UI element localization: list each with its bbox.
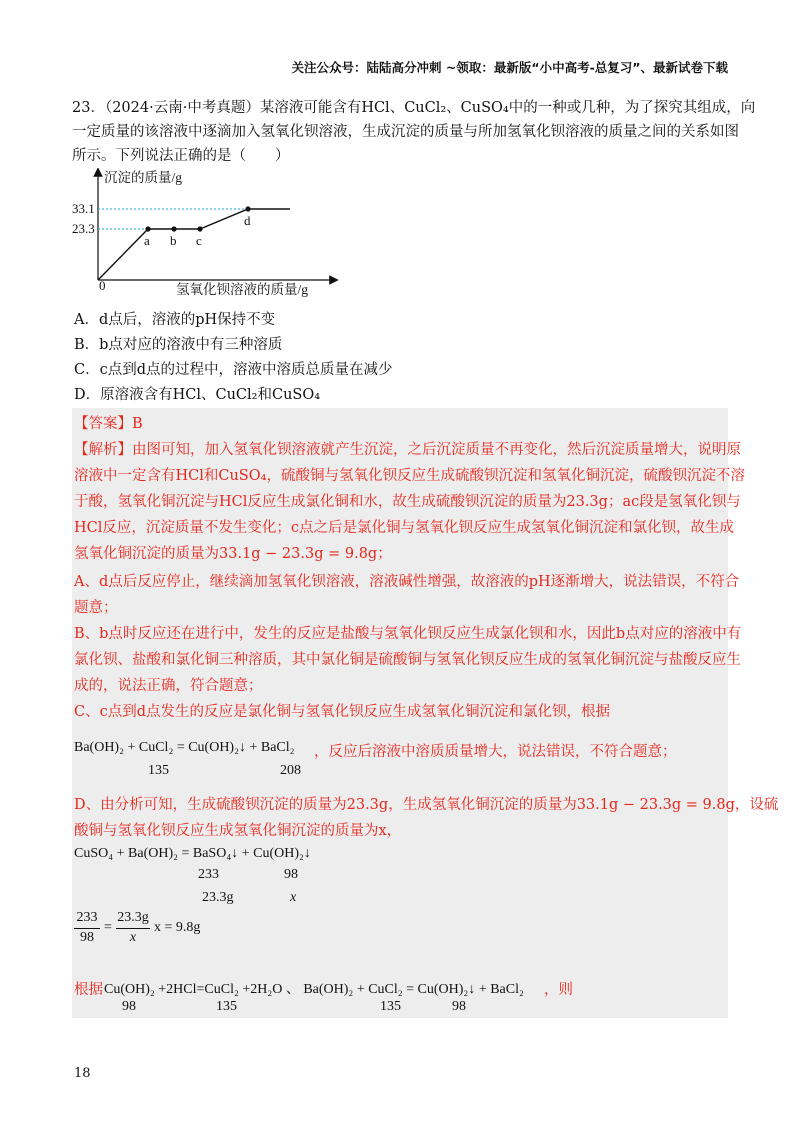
data-line — [98, 209, 290, 280]
y-tick-label: 33.1 — [72, 201, 95, 216]
analysis-line: 氢氧化铜沉淀的质量为33.1g − 23.3g = 9.8g； — [74, 546, 392, 562]
equation-3-mass: 98 — [122, 999, 136, 1014]
option-b-explanation: 氯化钡、盐酸和氯化铜三种溶质，其中氯化铜是硫酸铜与氢氧化钡反应生成的氢氧化铜沉淀与盐酸反应生 — [74, 652, 741, 668]
origin-label: 0 — [99, 278, 106, 293]
option-d: D．原溶液含有HCl、CuCl₂和CuSO₄ — [74, 387, 321, 403]
option-d-explanation: 酸铜与氢氧化钡反应生成氢氧化铜沉淀的质量为x， — [74, 823, 402, 839]
option-a: A．d点后，溶液的pH保持不变 — [74, 312, 276, 328]
analysis-line: 【解析】由图可知，加入氢氧化钡溶液就产生沉淀，之后沉淀质量不再变化，然后沉淀质量增大，说明原 — [74, 442, 741, 458]
proportion-result: x = 9.8g — [154, 920, 201, 935]
option-d-explanation: D、由分析可知，生成硫酸钡沉淀的质量为23.3g，生成氢氧化铜沉淀的质量为33.1g − 23.3g = 9.8g，设硫 — [74, 797, 779, 813]
analysis-line: 于酸，氢氧化铜沉淀与HCl反应生成氯化铜和水，故生成硫酸钡沉淀的质量为23.3g；ac段是氢氧化钡与 — [74, 494, 741, 510]
point-c — [197, 226, 202, 231]
precipitate-chart — [72, 168, 342, 300]
page-header: 关注公众号：陆陆高分冲刺 ~领取：最新版“小中高考-总复习”、最新试卷下载 — [291, 60, 728, 75]
final-line-suffix: ，则 — [544, 982, 573, 998]
y-tick-label: 23.3 — [72, 221, 95, 236]
point-a — [145, 226, 150, 231]
option-b-explanation: 成的，说法正确，符合题意； — [74, 678, 263, 694]
option-c-explanation: C、c点到d点发生的反应是氯化铜与氢氧化钡反应生成氢氧化铜沉淀和氯化钡，根据 — [74, 704, 610, 720]
fraction-denominator: 98 — [80, 930, 94, 945]
equation-3: Cu(OH)₂ +2HCl=CuCl₂ +2H₂O 、 Ba(OH)₂ + CuCl₂ = Cu(OH)₂↓ + BaCl₂ — [104, 982, 524, 997]
fraction-equals: = — [104, 920, 112, 935]
point-label-d: d — [244, 213, 251, 228]
fraction-denominator: x — [129, 930, 137, 945]
option-c: C．c点到d点的过程中，溶液中溶质总质量在减少 — [74, 362, 393, 378]
equation-1: Ba(OH)₂ + CuCl₂ = Cu(OH)₂↓ + BaCl₂ — [74, 740, 295, 755]
point-label-b: b — [170, 233, 177, 248]
x-axis-label: 氢氧化钡溶液的质量/g — [176, 282, 309, 297]
point-d — [245, 206, 250, 211]
final-line-prefix: 根据 — [74, 982, 103, 998]
option-b: B．b点对应的溶液中有三种溶质 — [74, 337, 283, 353]
question-text — [72, 96, 756, 168]
analysis-line: 溶液中一定含有HCl和CuSO₄，硫酸铜与氢氧化钡反应生成硫酸钡沉淀和氢氧化铜沉淀，硫酸钡沉淀不溶 — [74, 468, 745, 484]
question-line: 23．（2024·云南·中考真题）某溶液可能含有HCl、CuCl₂、CuSO₄中的一种或几种，为了探究其组成，向 — [72, 100, 756, 116]
point-label-c: c — [196, 233, 202, 248]
y-axis-label: 沉淀的质量/g — [104, 170, 183, 185]
option-b-explanation: B、b点时反应还在进行中，发生的反应是盐酸与氢氧化钡反应生成氯化钡和水，因此b点对应的溶液中有 — [74, 626, 742, 642]
point-label-a: a — [144, 233, 150, 248]
answer-label: 【答案】B — [74, 416, 143, 432]
page-number: 18 — [74, 1066, 91, 1081]
analysis-line: HCl反应，沉淀质量不发生变化；c点之后是氯化铜与氢氧化钡反应生成氢氧化铜沉淀和氯化钡，故生成 — [74, 520, 734, 536]
option-a-explanation: A、d点后反应停止，继续滴加氢氧化钡溶液，溶液碱性增强，故溶液的pH逐渐增大，说法错误，不符合 — [74, 574, 740, 590]
question-line: 一定质量的该溶液中逐滴加入氢氧化钡溶液，生成沉淀的质量与所加氢氧化钡溶液的质量之间的关系如图 — [72, 124, 739, 140]
question-line: 所示。下列说法正确的是（ ） — [72, 148, 290, 164]
equation-2-mass: 98 — [284, 867, 298, 882]
equation-3-mass: 98 — [452, 999, 466, 1014]
equation-2-mass: 233 — [198, 867, 219, 882]
equation-2: CuSO₄ + Ba(OH)₂ = BaSO₄↓ + Cu(OH)₂↓ — [74, 846, 311, 861]
fraction-numerator: 233 — [76, 910, 98, 925]
point-b — [171, 226, 176, 231]
equation-1-conclusion: ，反应后溶液中溶质质量增大，说法错误，不符合题意； — [314, 744, 677, 760]
equation-1-mass: 135 — [148, 763, 169, 778]
equation-3-mass: 135 — [380, 999, 401, 1014]
fraction-numerator: 23.3g — [117, 910, 149, 925]
equation-3-mass: 135 — [216, 999, 237, 1014]
equation-2-given: 23.3g — [202, 890, 234, 905]
equation-1-mass: 208 — [280, 763, 301, 778]
equation-2-unknown: x — [290, 890, 297, 905]
option-a-explanation: 题意； — [74, 600, 118, 616]
